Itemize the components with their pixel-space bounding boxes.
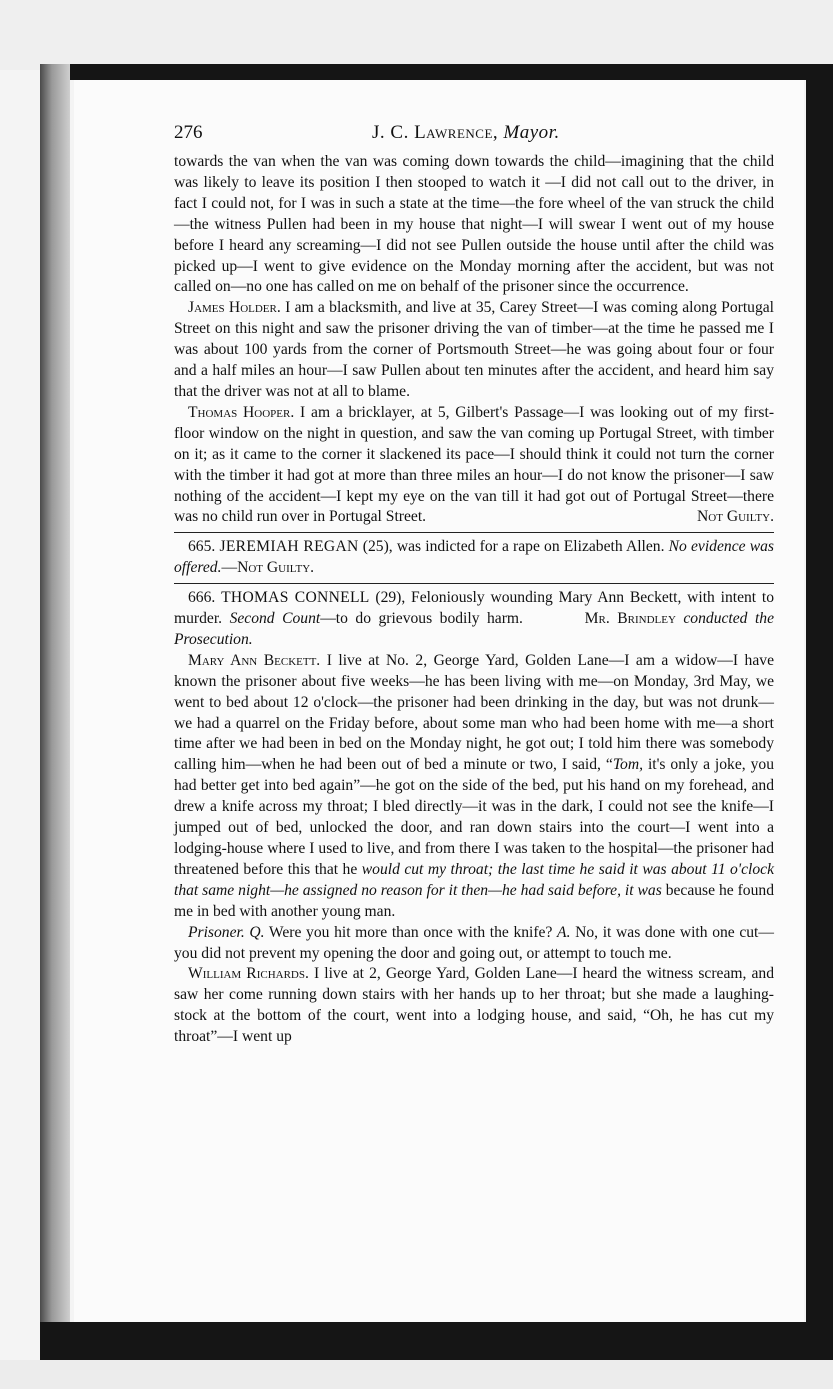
charge-text: was indicted for a rape on Elizabeth Allen. xyxy=(396,538,665,556)
defendant-name: JEREMIAH REGAN xyxy=(219,538,359,556)
scan-right-border xyxy=(806,64,833,1360)
second-count-text: —to do grievous bodily harm. xyxy=(320,610,523,628)
case-number: 666. xyxy=(188,589,216,607)
speaker-name: James Holder. xyxy=(188,299,281,317)
testimony-italic-text: would cut my throat; the last time he said it was about 11 o'clock that same night—he assigned no reason for it then—he had said before, it was xyxy=(174,860,775,899)
counsel-note: conducted the Prosecution. xyxy=(174,610,774,648)
case-number: 665. xyxy=(188,538,216,556)
testimony-james-holder xyxy=(174,298,774,403)
case-divider xyxy=(174,583,774,584)
paragraph-continuation: towards the van when the van was coming down towards the child—imagining that the child was likely to leave its position I then stooped to watch it —I did not call out to the driver, in fact I could not, for I was in such a state at the time—the fore wheel of the van struck the child—the witness Pullen had been in my house that night—I will swear I went out of my house before I heard any screaming—I did not see Pullen outside the house until after the child was picked up—I went to give evidence on the Monday morning after the accident, but was not called on—no one has called on me on behalf of the prisoner since the occurrence. xyxy=(174,153,774,296)
verdict: Not Guilty. xyxy=(697,508,774,526)
defendant-name: THOMAS CONNELL xyxy=(221,589,370,607)
case-divider xyxy=(174,532,774,533)
testimony-thomas-hooper xyxy=(174,403,774,528)
answer-text: No, it was done with one cut—you did not prevent my opening the door and going out, or attempt to touch me. xyxy=(174,923,774,962)
case-note: No evidence was offered. xyxy=(174,538,774,577)
speaker-name: Thomas Hooper. xyxy=(188,403,295,421)
speaker-name: William Richards. xyxy=(188,965,309,983)
speaker-name: Mary Ann Beckett. xyxy=(188,651,321,669)
testimony-text-b: it's only a joke, you had better get into bed again”—he got on the side of the bed, put his hand on my forehead, and drew a knife across my throat; I bled directly—it was in the dark, I could not see the knife—I jumped out of bed, unlocked the door, and ran down stairs into the court—I went into a lodging-house where I used to live, and from there I was taken to the hospital—the prisoner had threatened before this that he xyxy=(174,756,774,878)
question-marker: Q. xyxy=(249,923,265,941)
testimony-text: I live at 2, George Yard, Golden Lane—I heard the witness scream, and saw her come running down stairs with her hands up to her throat; but she made a laughing-stock at the bottom of the court, went into a lodging house, and said, “Oh, he has cut my throat”—I went up xyxy=(174,965,774,1046)
testimony-text-c: because he found me in bed with another young man. xyxy=(174,881,774,920)
book-gutter xyxy=(40,64,70,1360)
running-head xyxy=(372,122,560,144)
defendant-age: (29), xyxy=(375,589,406,607)
counsel-name: Mr. Brindley xyxy=(584,610,676,628)
page-number: 276 xyxy=(174,122,203,143)
page-header xyxy=(174,118,774,152)
question-text: Were you hit more than once with the knife? xyxy=(268,923,553,941)
scan-top-border xyxy=(40,64,833,80)
testimony-italic-name: Tom, xyxy=(612,756,644,774)
case-666 xyxy=(174,588,774,651)
defendant-age: (25), xyxy=(362,538,393,556)
running-head-title: Mayor. xyxy=(503,122,560,143)
scan-bottom-margin xyxy=(0,1360,833,1389)
prisoner-question xyxy=(174,923,774,965)
testimony-mary-ann-beckett xyxy=(174,651,774,923)
speaker-name: Prisoner. xyxy=(188,923,245,941)
second-count-label: Second Count xyxy=(229,610,321,628)
answer-marker: A. xyxy=(557,923,571,941)
book-page xyxy=(74,80,804,1322)
testimony-william-richards xyxy=(174,964,774,1048)
scan-bottom-border xyxy=(40,1322,833,1360)
testimony-text: I am a bricklayer, at 5, Gilbert's Passage—I was looking out of my first-floor window on the night in question, and saw the van coming up Portugal Street, with timber on it; as it came to the corner it slackened its pace—I should think it could not turn the corner with the timber it had got at more than three miles an hour—I do not know the prisoner—I saw nothing of the accident—I kept my eye on the van till it had got out of Portugal Street—there was no child run over in Portugal Street. xyxy=(174,403,775,526)
case-665 xyxy=(174,537,774,579)
verdict: —Not Guilty. xyxy=(221,559,315,577)
charge-text: Feloniously wounding Mary Ann Beckett, with intent to murder. xyxy=(174,589,775,628)
running-head-name: J. C. Lawrence, xyxy=(372,122,499,143)
scan-top-margin xyxy=(0,0,833,70)
page-body xyxy=(174,152,774,1048)
testimony-text: I am a blacksmith, and live at 35, Carey Street—I was coming along Portugal Street on this night and saw the prisoner driving the van of timber—at the time he passed me I was about 100 yards from the corner of Portsmouth Street—he was going about four or four and a half miles an hour—I saw Pullen about ten minutes after the accident, and heard him say that the driver was not at all to blame. xyxy=(174,299,775,400)
testimony-text-a: I live at No. 2, George Yard, Golden Lane—I am a widow—I have known the prisoner about five weeks—he has been living with me—on Monday, 3rd May, we went to bed about 12 o'clock—the prisoner had been drinking in the day, but was not drunk—we had a quarrel on the Friday before, about some man who had been home with me—a short time after we had been in bed on the Monday night, he got out; I told him there was somebody calling him—when he had been out of bed a minute or two, I said, “ xyxy=(174,651,774,774)
